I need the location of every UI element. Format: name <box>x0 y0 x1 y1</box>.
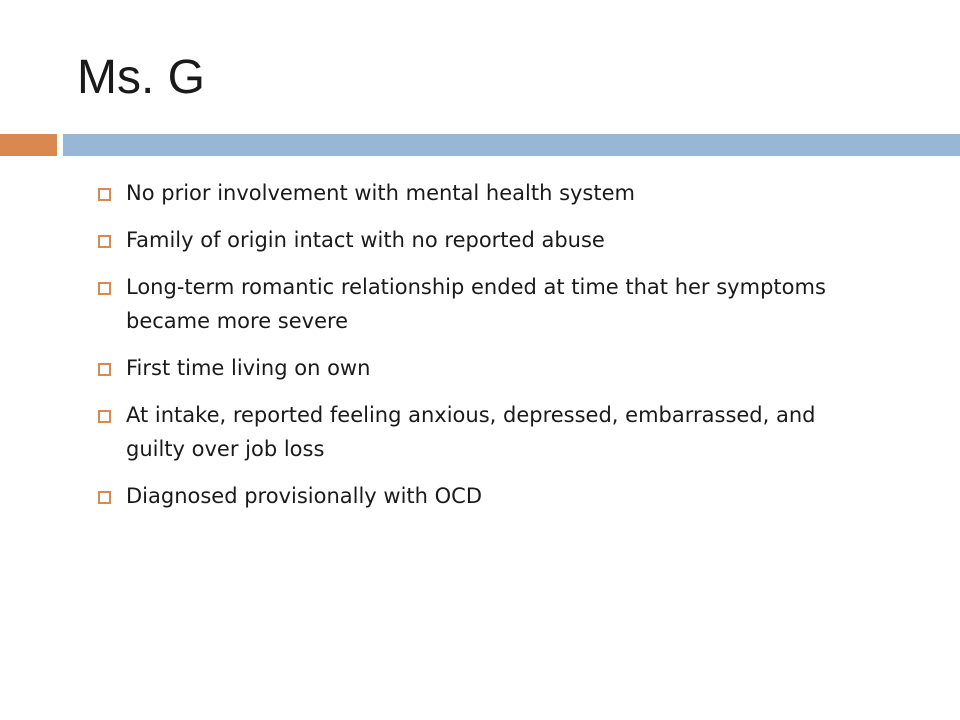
bullet-text: Diagnosed provisionally with OCD <box>126 484 483 508</box>
bullet-text: Family of origin intact with no reported abuse <box>126 228 605 252</box>
square-bullet-icon <box>98 491 111 504</box>
bullet-text: Long-term romantic relationship ended at time that her symptoms became more severe <box>126 275 826 333</box>
square-bullet-icon <box>98 188 111 201</box>
square-bullet-icon <box>98 410 111 423</box>
bullet-item <box>98 351 858 385</box>
bullet-item <box>98 270 858 338</box>
bullet-item <box>98 176 858 210</box>
bullet-list <box>98 176 858 526</box>
accent-bar-orange <box>0 134 57 156</box>
square-bullet-icon <box>98 235 111 248</box>
square-bullet-icon <box>98 363 111 376</box>
bullet-text: No prior involvement with mental health system <box>126 181 635 205</box>
bullet-item <box>98 398 858 466</box>
bullet-item <box>98 223 858 257</box>
square-bullet-icon <box>98 282 111 295</box>
accent-bar-blue <box>63 134 960 156</box>
bullet-text: At intake, reported feeling anxious, depressed, embarrassed, and guilty over job loss <box>126 403 816 461</box>
slide-title: Ms. G <box>77 51 205 104</box>
bullet-text: First time living on own <box>126 356 371 380</box>
bullet-item <box>98 479 858 513</box>
